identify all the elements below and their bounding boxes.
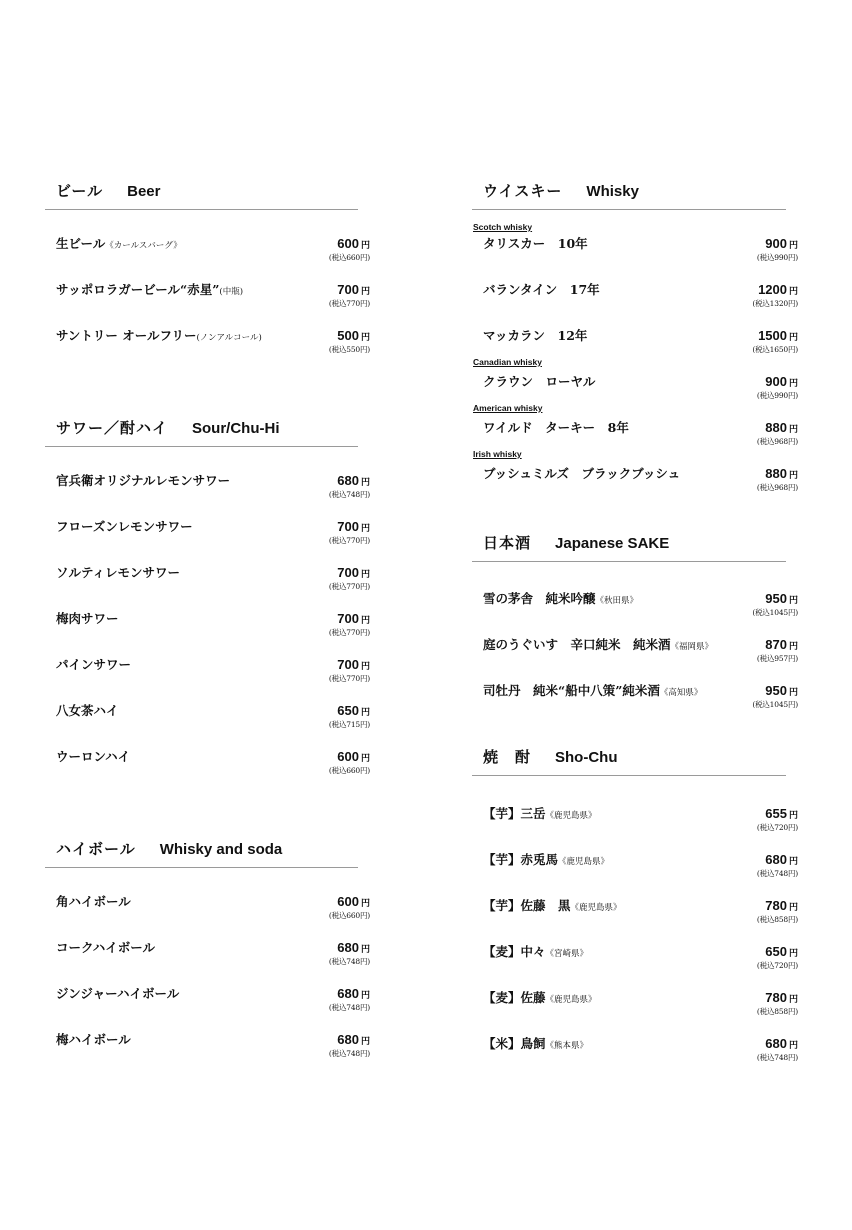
- price-tax: (税込990円): [756, 391, 798, 400]
- price-tax: (税込1650円): [752, 345, 798, 354]
- item-price: [757, 636, 798, 663]
- price-value: 950: [765, 683, 787, 698]
- price-tax: (税込748円): [328, 1003, 370, 1012]
- item-name: 生ビール《カールスバーグ》: [56, 236, 182, 251]
- item-price: [329, 564, 370, 591]
- price-tax: (税込770円): [328, 674, 370, 683]
- item-note: 《鹿児島県》: [558, 857, 610, 867]
- item-price: [757, 989, 798, 1016]
- item-name: 【麦】佐藤《鹿児島県》: [483, 990, 597, 1005]
- item-name: 司牡丹 純米“船中八策”純米酒《高知県》: [483, 683, 703, 698]
- price-tax: (税込660円): [328, 911, 370, 920]
- item-price: [757, 373, 798, 400]
- price-tax: (税込858円): [756, 1007, 798, 1016]
- menu-item: [472, 984, 798, 1024]
- item-price: [329, 939, 370, 966]
- section-header: [472, 532, 786, 562]
- price-value: 880: [765, 420, 787, 435]
- item-price: [329, 893, 370, 920]
- price-tax: (税込990円): [756, 253, 798, 262]
- menu-item: [45, 322, 370, 362]
- item-name: サントリー オールフリー(ノンアルコール): [56, 328, 262, 343]
- yen-unit: 円: [360, 333, 370, 343]
- subcategory-label: American whisky: [473, 403, 543, 413]
- item-name: 【芋】佐藤 黒《鹿児島県》: [483, 898, 622, 913]
- section-header: [472, 180, 786, 210]
- menu-item: [45, 697, 370, 737]
- section-whisky: [472, 180, 798, 492]
- item-name: 庭のうぐいす 辛口純米 純米酒《福岡県》: [483, 637, 714, 652]
- price-value: 680: [337, 940, 359, 955]
- item-name: 角ハイボール: [56, 894, 131, 909]
- item-name: 【麦】中々《宮崎県》: [483, 944, 589, 959]
- price-value: 880: [765, 466, 787, 481]
- item-price: [752, 281, 798, 308]
- yen-unit: 円: [788, 241, 798, 251]
- price-value: 655: [765, 806, 787, 821]
- item-name: ワイルド ターキー 8年: [483, 420, 629, 435]
- item-name: コークハイボール: [56, 940, 156, 955]
- price-tax: (税込858円): [756, 915, 798, 924]
- yen-unit: 円: [788, 642, 798, 652]
- subcategory-label: Canadian whisky: [473, 357, 542, 367]
- item-note: 《鹿児島県》: [570, 903, 622, 913]
- yen-unit: 円: [788, 903, 798, 913]
- menu-item: [45, 888, 370, 928]
- item-name: 雪の茅舎 純米吟醸《秋田県》: [483, 591, 639, 606]
- item-name: ソルティレモンサワー: [56, 565, 181, 580]
- menu-item: [472, 846, 798, 886]
- yen-unit: 円: [360, 570, 370, 580]
- section-title-en: Whisky: [586, 183, 639, 200]
- item-note: 《宮崎県》: [545, 949, 589, 959]
- menu-item: [472, 677, 798, 717]
- yen-unit: 円: [788, 857, 798, 867]
- menu-item: [45, 605, 370, 645]
- yen-unit: 円: [788, 811, 798, 821]
- price-value: 900: [765, 236, 787, 251]
- yen-unit: 円: [788, 425, 798, 435]
- item-price: [757, 943, 798, 970]
- price-value: 700: [337, 657, 359, 672]
- section-title-ja: ハイボール: [56, 840, 136, 858]
- item-price: [329, 748, 370, 775]
- menu-item: [472, 414, 798, 454]
- price-value: 1500: [758, 328, 787, 343]
- item-note: 《福岡県》: [670, 642, 714, 652]
- section-title-ja: 日本酒: [483, 534, 532, 552]
- item-price: [757, 419, 798, 446]
- item-name: クラウン ローヤル: [483, 374, 596, 389]
- price-value: 650: [765, 944, 787, 959]
- item-price: [752, 590, 798, 617]
- yen-unit: 円: [360, 945, 370, 955]
- yen-unit: 円: [360, 241, 370, 251]
- section-header: [45, 180, 358, 210]
- price-tax: (税込957円): [756, 654, 798, 663]
- price-value: 650: [337, 703, 359, 718]
- menu-item: [45, 230, 370, 270]
- price-value: 680: [337, 473, 359, 488]
- item-name: 梅肉サワー: [56, 611, 119, 626]
- price-value: 680: [765, 1036, 787, 1051]
- price-tax: (税込968円): [756, 437, 798, 446]
- item-price: [329, 235, 370, 262]
- price-tax: (税込1045円): [752, 700, 798, 709]
- price-value: 950: [765, 591, 787, 606]
- section-title-en: Japanese SAKE: [555, 535, 670, 552]
- item-name: タリスカー 10年: [483, 236, 588, 251]
- price-value: 780: [765, 990, 787, 1005]
- item-price: [752, 327, 798, 354]
- menu-item: [45, 980, 370, 1020]
- section-header: [472, 746, 786, 776]
- yen-unit: 円: [360, 754, 370, 764]
- item-name: ブッシュミルズ ブラックブッシュ: [483, 466, 681, 481]
- price-value: 680: [337, 1032, 359, 1047]
- price-value: 900: [765, 374, 787, 389]
- yen-unit: 円: [788, 949, 798, 959]
- menu-item: [472, 276, 798, 316]
- section-title-en: Beer: [127, 183, 161, 200]
- price-value: 680: [337, 986, 359, 1001]
- section-title-en: Sho-Chu: [555, 749, 618, 766]
- item-price: [329, 1031, 370, 1058]
- item-name: バランタイン 17年: [483, 282, 600, 297]
- item-price: [329, 702, 370, 729]
- yen-unit: 円: [360, 524, 370, 534]
- item-price: [329, 472, 370, 499]
- price-tax: (税込1320円): [752, 299, 798, 308]
- item-price: [329, 610, 370, 637]
- item-note: 《鹿児島県》: [545, 995, 597, 1005]
- item-note: (ノンアルコール): [196, 333, 262, 343]
- item-price: [329, 281, 370, 308]
- yen-unit: 円: [788, 287, 798, 297]
- item-price: [329, 656, 370, 683]
- item-price: [757, 851, 798, 878]
- subcategory-label: Scotch whisky: [473, 222, 533, 232]
- yen-unit: 円: [360, 616, 370, 626]
- yen-unit: 円: [360, 287, 370, 297]
- item-price: [757, 897, 798, 924]
- menu-item: [45, 467, 370, 507]
- price-value: 500: [337, 328, 359, 343]
- yen-unit: 円: [788, 688, 798, 698]
- menu-item: [45, 934, 370, 974]
- item-note: 《高知県》: [659, 688, 703, 698]
- price-tax: (税込748円): [756, 869, 798, 878]
- item-name: フローズンレモンサワー: [56, 519, 193, 534]
- item-note: (中瓶): [219, 287, 244, 297]
- price-value: 870: [765, 637, 787, 652]
- price-value: 700: [337, 565, 359, 580]
- menu-item: [45, 513, 370, 553]
- item-name: マッカラン 12年: [483, 328, 588, 343]
- section-title-ja: ビール: [56, 182, 104, 200]
- item-price: [329, 985, 370, 1012]
- price-value: 600: [337, 749, 359, 764]
- item-name: 八女茶ハイ: [56, 703, 119, 718]
- menu-item: [472, 585, 798, 625]
- menu-item: [45, 559, 370, 599]
- menu-item: [472, 892, 798, 932]
- item-price: [329, 518, 370, 545]
- price-tax: (税込770円): [328, 628, 370, 637]
- item-price: [329, 327, 370, 354]
- yen-unit: 円: [360, 478, 370, 488]
- section-title-en: Sour/Chu-Hi: [192, 420, 280, 437]
- menu-item: [472, 631, 798, 671]
- section-header: [45, 417, 358, 447]
- item-name: 【芋】赤兎馬《鹿児島県》: [483, 852, 610, 867]
- yen-unit: 円: [788, 379, 798, 389]
- item-note: 《秋田県》: [595, 596, 639, 606]
- item-name: サッポロラガービール“赤星”(中瓶): [56, 282, 244, 297]
- section-title-ja: サワー／酎ハイ: [56, 419, 169, 437]
- yen-unit: 円: [360, 708, 370, 718]
- yen-unit: 円: [360, 1037, 370, 1047]
- item-note: 《鹿児島県》: [545, 811, 597, 821]
- item-name: パインサワー: [56, 657, 132, 672]
- subcategory-label: Irish whisky: [473, 449, 522, 459]
- price-tax: (税込748円): [328, 957, 370, 966]
- section-title-ja: 焼 酎: [483, 748, 532, 766]
- menu-item: [45, 651, 370, 691]
- item-price: [757, 1035, 798, 1062]
- menu-item: [472, 460, 798, 500]
- menu-item: [45, 1026, 370, 1066]
- price-value: 1200: [758, 282, 787, 297]
- price-tax: (税込1045円): [752, 608, 798, 617]
- item-price: [757, 465, 798, 492]
- price-value: 700: [337, 611, 359, 626]
- item-note: 《熊本県》: [545, 1041, 589, 1051]
- menu-item: [472, 1030, 798, 1070]
- price-tax: (税込748円): [328, 1049, 370, 1058]
- price-tax: (税込550円): [328, 345, 370, 354]
- price-value: 600: [337, 236, 359, 251]
- item-name: 官兵衛オリジナルレモンサワー: [56, 473, 231, 488]
- section-shochu: [472, 746, 798, 1062]
- price-value: 680: [765, 852, 787, 867]
- menu-item: [472, 322, 798, 362]
- price-tax: (税込770円): [328, 536, 370, 545]
- yen-unit: 円: [788, 333, 798, 343]
- price-value: 700: [337, 282, 359, 297]
- price-tax: (税込660円): [328, 766, 370, 775]
- price-tax: (税込715円): [328, 720, 370, 729]
- price-value: 600: [337, 894, 359, 909]
- menu-item: [472, 800, 798, 840]
- yen-unit: 円: [360, 991, 370, 1001]
- section-title-ja: ウイスキー: [483, 182, 563, 200]
- item-note: 《カールスバーグ》: [105, 241, 182, 251]
- price-value: 780: [765, 898, 787, 913]
- item-name: ウーロンハイ: [56, 749, 131, 764]
- yen-unit: 円: [360, 899, 370, 909]
- item-name: 【芋】三岳《鹿児島県》: [483, 806, 597, 821]
- item-name: ジンジャーハイボール: [56, 986, 180, 1001]
- price-tax: (税込748円): [756, 1053, 798, 1062]
- section-sour: [45, 417, 370, 775]
- item-price: [752, 682, 798, 709]
- menu-item: [45, 743, 370, 783]
- yen-unit: 円: [788, 995, 798, 1005]
- price-tax: (税込770円): [328, 299, 370, 308]
- price-tax: (税込968円): [756, 483, 798, 492]
- item-price: [757, 235, 798, 262]
- price-tax: (税込748円): [328, 490, 370, 499]
- menu-item: [472, 938, 798, 978]
- item-price: [757, 805, 798, 832]
- price-tax: (税込720円): [756, 961, 798, 970]
- section-header: [45, 838, 358, 868]
- section-title-en: Whisky and soda: [159, 841, 283, 858]
- item-name: 【米】鳥飼《熊本県》: [483, 1036, 589, 1051]
- section-beer: [45, 180, 370, 354]
- price-tax: (税込720円): [756, 823, 798, 832]
- section-highball: [45, 838, 370, 1058]
- yen-unit: 円: [788, 596, 798, 606]
- menu-item: [472, 230, 798, 270]
- item-name: 梅ハイボール: [56, 1032, 131, 1047]
- menu-item: [45, 276, 370, 316]
- yen-unit: 円: [788, 1041, 798, 1051]
- section-sake: [472, 532, 798, 709]
- yen-unit: 円: [788, 471, 798, 481]
- yen-unit: 円: [360, 662, 370, 672]
- price-tax: (税込770円): [328, 582, 370, 591]
- menu-item: [472, 368, 798, 408]
- price-value: 700: [337, 519, 359, 534]
- price-tax: (税込660円): [328, 253, 370, 262]
